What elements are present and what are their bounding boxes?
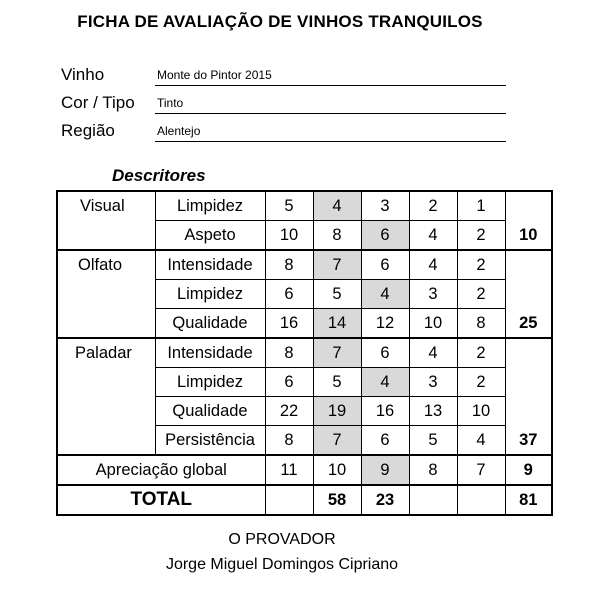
- score-cell[interactable]: 10: [409, 309, 457, 339]
- field-value[interactable]: Tinto: [155, 93, 506, 114]
- field-value[interactable]: Monte do Pintor 2015: [155, 65, 506, 86]
- score-cell[interactable]: 16: [361, 397, 409, 426]
- group-total: 10: [505, 191, 552, 250]
- row-label: Limpidez: [155, 191, 265, 221]
- score-cell[interactable]: 8: [265, 426, 313, 456]
- group-label: Paladar: [57, 338, 155, 368]
- row-label: Intensidade: [155, 338, 265, 368]
- score-cell[interactable]: 8: [409, 455, 457, 485]
- score-cell[interactable]: 6: [265, 280, 313, 309]
- score-cell[interactable]: 7: [313, 426, 361, 456]
- score-cell[interactable]: 4: [361, 368, 409, 397]
- table-row: [57, 397, 552, 426]
- row-label: Qualidade: [155, 397, 265, 426]
- descritores-heading: Descritores: [112, 166, 206, 185]
- row-label: Aspeto: [155, 221, 265, 251]
- score-cell[interactable]: 7: [313, 338, 361, 368]
- score-cell[interactable]: 2: [457, 280, 505, 309]
- field-label: Cor / Tipo: [61, 93, 135, 112]
- table-row: [57, 338, 552, 368]
- score-cell[interactable]: 2: [457, 368, 505, 397]
- score-cell[interactable]: 7: [457, 455, 505, 485]
- table-row: [57, 455, 552, 485]
- score-cell[interactable]: 6: [361, 250, 409, 280]
- field-label: Vinho: [61, 65, 105, 84]
- group-label-empty: [57, 397, 155, 426]
- group-label-empty: [57, 426, 155, 456]
- score-cell[interactable]: 14: [313, 309, 361, 339]
- row-label: Limpidez: [155, 280, 265, 309]
- table-row: [57, 191, 552, 221]
- score-cell[interactable]: 16: [265, 309, 313, 339]
- score-cell[interactable]: 8: [265, 250, 313, 280]
- group-label-empty: [57, 368, 155, 397]
- field-vinho: [61, 60, 506, 86]
- group-label-empty: [57, 221, 155, 251]
- field-label: Região: [61, 121, 115, 140]
- score-cell[interactable]: 2: [457, 250, 505, 280]
- score-cell[interactable]: 4: [313, 191, 361, 221]
- score-cell[interactable]: 2: [457, 338, 505, 368]
- total-cell: 23: [361, 485, 409, 515]
- group-label: Olfato: [57, 250, 155, 280]
- group-total: 25: [505, 250, 552, 338]
- score-cell[interactable]: 6: [361, 221, 409, 251]
- score-cell[interactable]: 4: [361, 280, 409, 309]
- total-label: TOTAL: [57, 485, 265, 515]
- group-label-empty: [57, 309, 155, 339]
- field-cor-tipo: [61, 88, 506, 114]
- provador-title: O PROVADOR: [228, 531, 336, 548]
- total-cell: [265, 485, 313, 515]
- score-cell[interactable]: 5: [313, 280, 361, 309]
- score-cell[interactable]: 12: [361, 309, 409, 339]
- row-label: Persistência: [155, 426, 265, 456]
- field-value[interactable]: Alentejo: [155, 121, 506, 142]
- score-cell[interactable]: 4: [409, 250, 457, 280]
- form-title: FICHA DE AVALIAÇÃO DE VINHOS TRANQUILOS: [77, 12, 483, 31]
- score-cell[interactable]: 5: [313, 368, 361, 397]
- table-row: [57, 309, 552, 339]
- score-cell[interactable]: 6: [361, 338, 409, 368]
- group-label: Visual: [57, 191, 155, 221]
- table-row: [57, 368, 552, 397]
- table-row: [57, 426, 552, 456]
- score-cell[interactable]: 4: [409, 221, 457, 251]
- grand-total: 81: [505, 485, 552, 515]
- group-total: 37: [505, 338, 552, 455]
- group-total: 9: [505, 455, 552, 485]
- score-cell[interactable]: 22: [265, 397, 313, 426]
- score-cell[interactable]: 6: [265, 368, 313, 397]
- score-cell[interactable]: 9: [361, 455, 409, 485]
- score-cell[interactable]: 8: [457, 309, 505, 339]
- row-label: Limpidez: [155, 368, 265, 397]
- score-cell[interactable]: 5: [265, 191, 313, 221]
- score-cell[interactable]: 11: [265, 455, 313, 485]
- total-cell: [409, 485, 457, 515]
- score-cell[interactable]: 8: [265, 338, 313, 368]
- score-cell[interactable]: 5: [409, 426, 457, 456]
- score-cell[interactable]: 6: [361, 426, 409, 456]
- row-label: Apreciação global: [57, 455, 265, 485]
- score-cell[interactable]: 8: [313, 221, 361, 251]
- total-row: [57, 485, 552, 515]
- score-cell[interactable]: 2: [409, 191, 457, 221]
- table-row: [57, 250, 552, 280]
- score-cell[interactable]: 1: [457, 191, 505, 221]
- score-cell[interactable]: 10: [313, 455, 361, 485]
- score-cell[interactable]: 10: [265, 221, 313, 251]
- score-cell[interactable]: 4: [457, 426, 505, 456]
- score-cell[interactable]: 19: [313, 397, 361, 426]
- row-label: Intensidade: [155, 250, 265, 280]
- score-cell[interactable]: 7: [313, 250, 361, 280]
- score-cell[interactable]: 2: [457, 221, 505, 251]
- score-cell[interactable]: 3: [409, 280, 457, 309]
- score-cell[interactable]: 4: [409, 338, 457, 368]
- provador-name: Jorge Miguel Domingos Cipriano: [165, 556, 399, 573]
- score-cell[interactable]: 10: [457, 397, 505, 426]
- evaluation-table: [56, 190, 553, 516]
- field-regiao: [61, 116, 506, 142]
- table-row: [57, 221, 552, 251]
- score-cell[interactable]: 13: [409, 397, 457, 426]
- score-cell[interactable]: 3: [361, 191, 409, 221]
- total-cell: [457, 485, 505, 515]
- row-label: Qualidade: [155, 309, 265, 339]
- total-cell: 58: [313, 485, 361, 515]
- table-row: [57, 280, 552, 309]
- score-cell[interactable]: 3: [409, 368, 457, 397]
- group-label-empty: [57, 280, 155, 309]
